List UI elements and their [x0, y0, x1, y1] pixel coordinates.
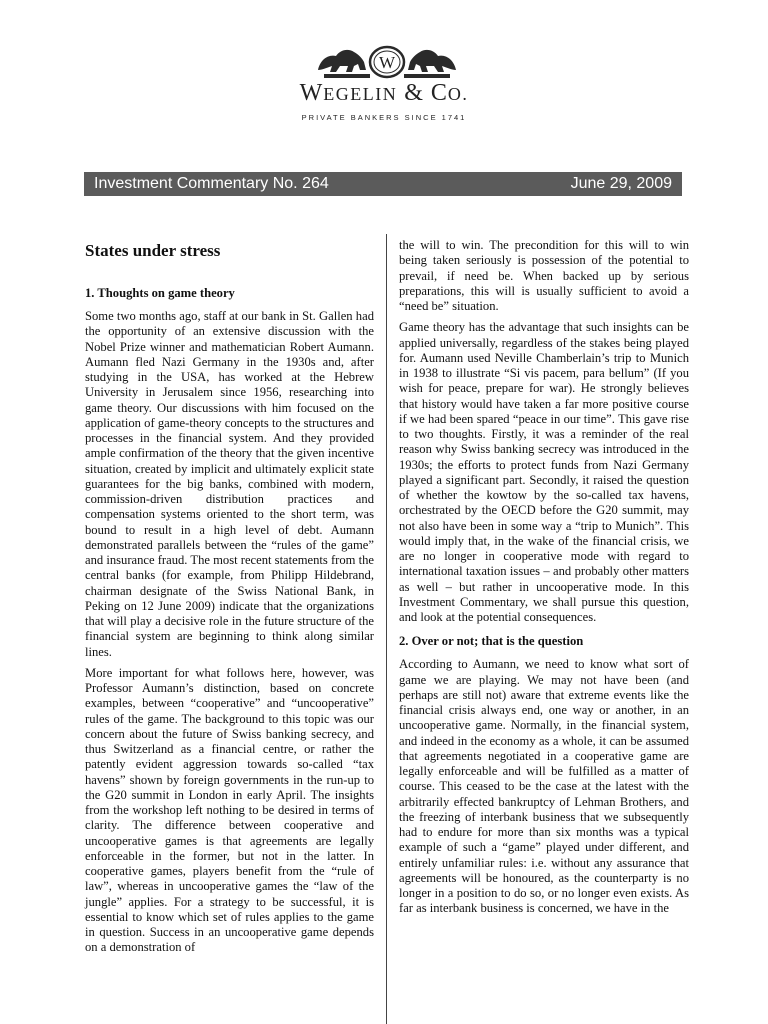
paragraph-1: Some two months ago, staff at our bank in St. Gallen had the opportunity of an extensive discussion with the Nobel Prize winner and mathematician Robert Aumann. Aumann fled Nazi Germany in the 1930s and, after studying in the USA, has worked at the Hebrew University in Jerusalem since 1956, researching into game theory. Our discussions with him focused on the application of game-theory concepts to the structures and processes in the financial system. And they provided ample confirmation of the theory that the given incentive situation, created by implicit and ultimately explicit state guarantees for the big banks, combined with modern, commission-driven distribution practices and compensation systems oriented to the short term, was bound to result in a high level of debt. Aumann demonstrated parallels between the “rules of the game” and insurance fraud. The most recent statements from the central banks (for example, from Philipp Hildebrand, chairman designate of the Swiss National Bank, in Peking on 12 June 2009) indicate that the organizations that will play a decisive role in the future structure of the financial system are beginning to think along similar lines. — [85, 309, 374, 659]
commentary-title: Investment Commentary No. 264 — [94, 175, 329, 192]
brand-name: WEGELIN & CO. — [299, 80, 469, 106]
crest-letter: W — [378, 53, 396, 72]
section-heading-2: 2. Over or not; that is the question — [399, 634, 584, 649]
paragraph-3: the will to win. The precondition for this will to win being taken seriously is possession of the potential to prevail, if need be. When backed up by serious preparations, this will is usually sufficient to avoid a “need be” situation. — [399, 238, 689, 313]
commentary-date: June 29, 2009 — [570, 175, 672, 192]
commentary-banner — [84, 172, 682, 196]
paragraph-5: According to Aumann, we need to know what sort of game we are playing. We may not have been (and perhaps are still not) aware that extreme events like the financial crisis always end, one way or another, in an uncooperative game. Normally, in the financial system, and indeed in the economy as a whole, it can be assumed that agreements negotiated in a cooperative game are legally enforceable and will be fulfilled as a matter of course. This ceased to be the case at the latest with the arbitrarily effected bankruptcy of Lehman Brothers, and the freezing of interbank business that we subsequently had to endure for more than six months was a typical example of such a “game” played under different, and entirely unfamiliar rules: i.e. without any assurance that agreements will be honoured, as the counterparty is no longer in a position to do so, or no longer even exists. As far as interbank business is concerned, we have in the — [399, 657, 689, 916]
right-column — [399, 238, 689, 923]
section-heading-1: 1. Thoughts on game theory — [85, 286, 235, 300]
paragraph-2: More important for what follows here, however, was Professor Aumann’s distinction, based on concrete examples, between “cooperative” and “uncooperative” rules of the game. The background to this topic was our concern about the future of Swiss banking secrecy, and thus Switzerland as a financial centre, or rather the patently evident aggression towards so-called “tax havens” shown by foreign governments in the run-up to the G20 summit in London in early April. The insights from the workshop left nothing to be desired in terms of clarity. The difference between cooperative and uncooperative games is that agreements are legally enforceable in the former, but not in the latter. In cooperative games, players benefit from the “rule of law”, whereas in uncooperative games the “law of the jungle” applies. For a strategy to be successful, it is essential to know which set of rules applies to the game in question. Success in an uncooperative game depends on a demonstration of — [85, 665, 374, 955]
left-lion-icon — [318, 50, 366, 72]
paragraph-4: Game theory has the advantage that such insights can be applied universally, regardless of the stakes being played for. Aumann used Neville Chamberlain’s trip to Munich in 1938 to illustrate “Si vis pacem, para bellum” (If you wish for peace, prepare for war). He strongly believes that history would have taken a far more positive course if we had been spared “peace in our time”. This gave rise to two thoughts. Firstly, it was a reminder of the real reason why Swiss banking secrecy was introduced in the 1930s; the efforts to protect funds from Nazi Germany played a significant part. Secondly, it raised the question of whether the kowtow by the so-called tax havens, orchestrated by the OECD before the G20 summit, may not also have been in some way a “trip to Munich”. This would imply that, in the wake of the financial crisis, we are no longer in cooperative mode with regard to international taxation issues – and probably other matters as well – but rather in uncooperative mode. In this Investment Commentary, we shall pursue this question, and look at the potential consequences. — [399, 320, 689, 624]
article-title: States under stress — [85, 241, 221, 260]
left-column — [85, 237, 374, 962]
right-lion-icon — [408, 50, 456, 72]
column-divider — [386, 234, 387, 1024]
brand-tagline: PRIVATE BANKERS SINCE 1741 — [301, 113, 467, 122]
